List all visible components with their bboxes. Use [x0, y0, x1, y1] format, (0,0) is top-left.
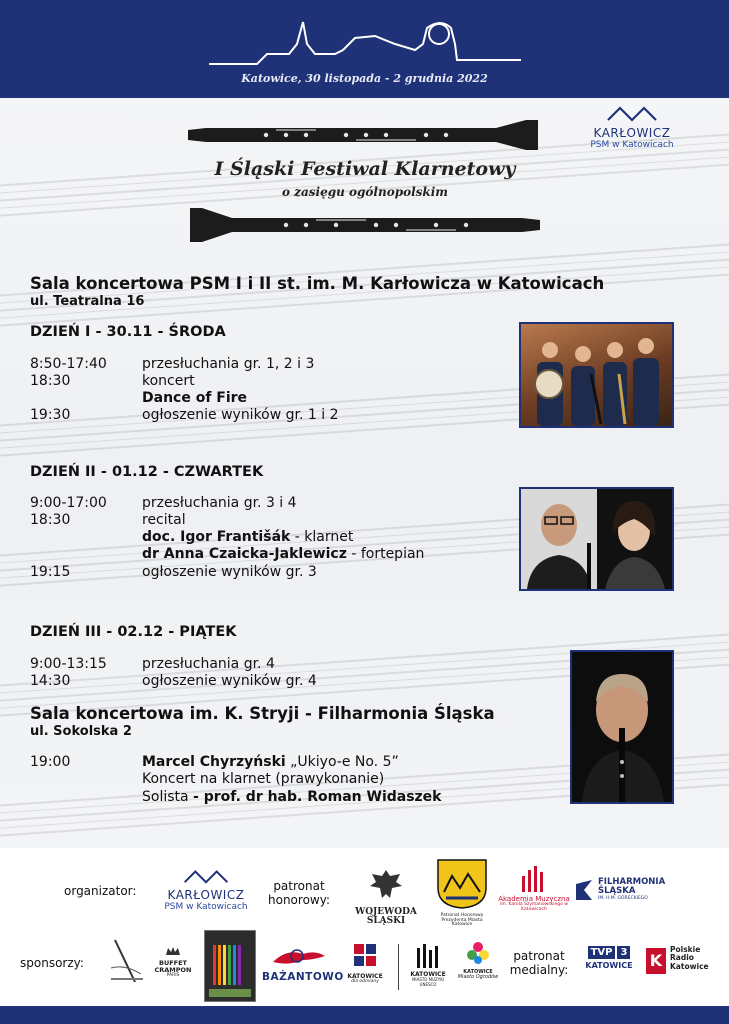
music-bars-icon	[415, 942, 441, 968]
work-title: „Ukiyo-e No. 5”	[285, 754, 399, 770]
dance-of-fire-photo	[519, 322, 674, 428]
venue2-work	[142, 754, 399, 770]
performer-name: dr Anna Czaicka-Jaklewicz	[142, 546, 347, 562]
day3-time-1: 14:30	[30, 673, 71, 689]
day3-text-1: ogłoszenie wyników gr. 4	[142, 673, 317, 689]
venue2-line2: Koncert na klarnet (prawykonanie)	[142, 771, 385, 787]
festival-subtitle: o zasięgu ogólnopolskim	[282, 185, 448, 199]
bazantowo-logo: BAŻANTOWO	[262, 944, 336, 983]
performer-instrument: - fortepian	[346, 546, 425, 562]
polskie-radio-logo: K Polskie Radio Katowice	[646, 946, 712, 971]
sponsors-label: sponsorzy:	[20, 956, 84, 970]
logo-divider	[398, 944, 399, 990]
patronage-label: patronat honorowy:	[268, 879, 330, 907]
organ-pipes-icon	[519, 866, 549, 892]
day2-performer-1	[142, 529, 353, 545]
unesco-music-city-logo: KATOWICE MIASTO MUZYKI UNESCO	[404, 942, 452, 987]
flower-icon	[465, 940, 491, 966]
katowice-city-logo: KATOWICE dla odmiany	[340, 942, 390, 985]
venue2-time: 19:00	[30, 754, 71, 770]
tvp-mark: TVP 3	[580, 946, 638, 959]
rainbow-stripes-icon	[205, 931, 255, 1001]
soloist-label: Solista	[142, 789, 194, 805]
filharmonia-slaska-logo: FILHARMONIA ŚLĄSKA IM. H.M. GÓRECKIEGO	[574, 878, 666, 902]
eagle-emblem-icon	[368, 866, 404, 904]
day2-performer-2	[142, 546, 424, 562]
performer-instrument: - klarnet	[290, 529, 354, 545]
buffet-crampon-logo: BUFFET CRAMPON PARIS	[150, 942, 196, 979]
day1-text-3: ogłoszenie wyników gr. 1 i 2	[142, 407, 339, 423]
day1-time-0: 8:50-17:40	[30, 356, 107, 372]
akademia-muzyczna-logo: Akademia Muzyczna im. Karola Szymanowskiego w Katowicach	[496, 866, 572, 913]
composer-name: Marcel Chyrzyński	[142, 754, 286, 770]
karlowicz-wave-icon	[606, 104, 658, 122]
venue1-street: ul. Teatralna 16	[30, 294, 145, 309]
day2-text-0: przesłuchania gr. 3 i 4	[142, 495, 297, 511]
pheasant-icon	[269, 944, 329, 968]
crown-icon	[165, 946, 181, 956]
katowice-coat-of-arms-icon	[436, 858, 488, 910]
radio-k-icon: K	[646, 948, 666, 974]
day1-time-3: 19:30	[30, 407, 71, 423]
clarinet-top-icon	[186, 118, 542, 154]
katowice-blocks-icon	[352, 942, 378, 970]
skyline-logo-icon	[205, 14, 525, 70]
katowice-mayor-logo: Patronat Honorowy Prezydenta Miasta Katowice	[434, 858, 490, 928]
wojewoda-logo: WOJEWODA ŚLĄSKI	[344, 866, 428, 927]
day3-time-0: 9:00-13:15	[30, 656, 107, 672]
day1-text-1: koncert	[142, 373, 195, 389]
karlowicz-wave-icon	[182, 868, 230, 884]
book-cover-logo	[204, 930, 256, 1002]
clarinet-shop-logo	[104, 938, 150, 988]
soloist-photo	[570, 650, 674, 804]
venue2-name: Sala koncertowa im. K. Stryji - Filharmonia Śląska	[30, 704, 495, 723]
karlowicz-logo: KARŁOWICZ PSM w Katowicach	[586, 104, 678, 150]
header-banner	[0, 0, 729, 98]
footer-bar	[0, 1006, 729, 1024]
organizer-karlowicz-logo: KARŁOWICZ PSM w Katowicach	[158, 868, 254, 912]
day2-time-4: 19:15	[30, 564, 71, 580]
soloist-name: - prof. dr hab. Roman Widaszek	[193, 789, 442, 805]
day3-text-0: przesłuchania gr. 4	[142, 656, 275, 672]
day2-time-0: 9:00-17:00	[30, 495, 107, 511]
day1-text-0: przesłuchania gr. 1, 2 i 3	[142, 356, 315, 372]
day1-heading: DZIEŃ I - 30.11 - ŚRODA	[30, 324, 226, 340]
venue2-soloist	[142, 789, 442, 805]
katowice-garden-city-logo: KATOWICE Miasto Ogrodów	[454, 940, 502, 981]
venue2-street: ul. Sokolska 2	[30, 724, 132, 739]
clarinet-bottom-icon	[186, 206, 542, 244]
recital-photo	[519, 487, 674, 591]
day2-text-1: recital	[142, 512, 186, 528]
day2-heading: DZIEŃ II - 01.12 - CZWARTEK	[30, 464, 264, 480]
festival-dates: Katowice, 30 listopada - 2 grudnia 2022	[241, 72, 488, 85]
festival-title: I Śląski Festiwal Klarnetowy	[214, 158, 516, 180]
performer-name: doc. Igor Františák	[142, 529, 291, 545]
day3-heading: DZIEŃ III - 02.12 - PIĄTEK	[30, 624, 237, 640]
clarinet-sketch-icon	[105, 938, 149, 986]
venue1-name: Sala koncertowa PSM I i II st. im. M. Karłowicza w Katowicach	[30, 274, 605, 293]
day2-text-4: ogłoszenie wyników gr. 3	[142, 564, 317, 580]
organizer-label: organizator:	[64, 884, 137, 898]
day2-time-1: 18:30	[30, 512, 71, 528]
day1-text-2: Dance of Fire	[142, 390, 248, 406]
filharmonia-arrow-icon	[574, 878, 594, 902]
tvp3-logo: TVP 3 KATOWICE	[580, 946, 638, 971]
media-label: patronat medialny:	[509, 949, 569, 977]
day1-time-1: 18:30	[30, 373, 71, 389]
